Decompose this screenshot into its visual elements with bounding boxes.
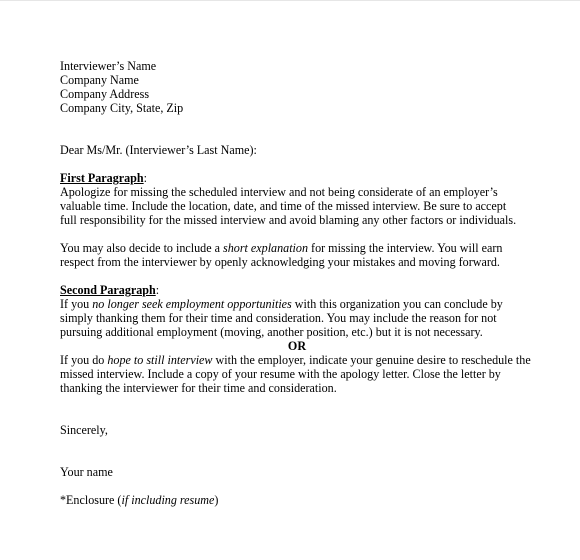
body-line: respect from the interviewer by openly acknowledging your mistakes and moving forward. <box>60 255 500 269</box>
body-line: Apologize for missing the scheduled interview and not being considerate of an employer’s <box>60 185 498 199</box>
body-line <box>60 297 550 311</box>
text-run: with the employer, indicate your genuine desire to reschedule the <box>212 353 531 367</box>
italic-run: short explanation <box>223 241 309 255</box>
heading-colon: : <box>155 283 160 297</box>
letter-template <box>60 59 550 507</box>
first-paragraph-heading: First Paragraph <box>60 171 144 185</box>
or-separator: OR <box>287 339 307 353</box>
heading-colon: : <box>143 171 148 185</box>
body-line: valuable time. Include the location, date, and time of the missed interview. Be sure to accept <box>60 199 507 213</box>
your-name-line: Your name <box>60 465 113 479</box>
body-line: simply thanking them for their time and consideration. You may include the reason for not <box>60 311 497 325</box>
second-paragraph-heading: Second Paragraph <box>60 283 156 297</box>
spacer <box>60 157 550 171</box>
body-line <box>60 241 550 255</box>
first-paragraph-section <box>60 171 550 269</box>
text-run: with this organization you can conclude by <box>291 297 503 311</box>
spacer <box>60 395 550 423</box>
spacer <box>60 479 550 493</box>
body-line: thanking the interviewer for their time and consideration. <box>60 381 337 395</box>
text-run: *Enclosure ( <box>60 493 122 507</box>
company-address-line: Company Address <box>60 87 150 101</box>
first-paragraph-heading-line <box>60 171 550 185</box>
body-line: full responsibility for the missed interview and avoid blaming any other factors or individuals. <box>60 213 517 227</box>
spacer <box>60 269 550 283</box>
body-line: pursuing additional employment (moving, another position, etc.) but it is not necessary. <box>60 325 483 339</box>
second-paragraph-heading-line <box>60 283 550 297</box>
spacer <box>60 227 550 241</box>
text-run: If you <box>60 297 93 311</box>
italic-run: if including resume <box>121 493 215 507</box>
italic-run: hope to still interview <box>107 353 213 367</box>
text-run: ) <box>214 493 219 507</box>
body-line <box>60 353 550 367</box>
spacer <box>60 115 550 143</box>
enclosure-line <box>60 493 550 507</box>
recipient-address-block <box>60 59 550 115</box>
interviewer-name-line: Interviewer’s Name <box>60 59 157 73</box>
text-run: If you do <box>60 353 108 367</box>
company-name-line: Company Name <box>60 73 139 87</box>
salutation: Dear Ms/Mr. (Interviewer’s Last Name): <box>60 143 257 157</box>
italic-run: no longer seek employment opportunities <box>92 297 292 311</box>
sign-off: Sincerely, <box>60 423 108 437</box>
text-run: for missing the interview. You will earn <box>308 241 503 255</box>
body-line: missed interview. Include a copy of your resume with the apology letter. Close the letter by <box>60 367 501 381</box>
spacer <box>60 437 550 465</box>
text-run: You may also decide to include a <box>60 241 224 255</box>
company-city-line: Company City, State, Zip <box>60 101 184 115</box>
second-paragraph-section <box>60 283 550 395</box>
